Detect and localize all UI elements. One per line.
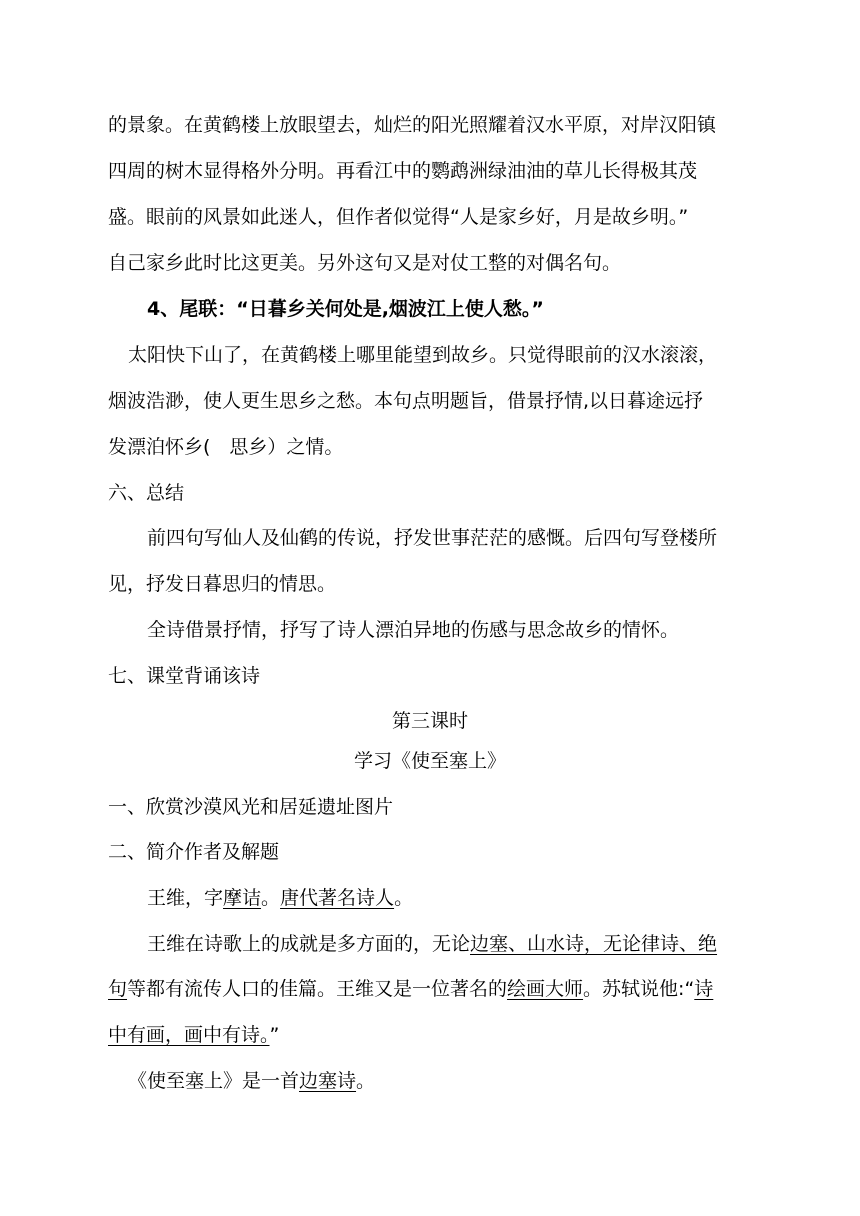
lesson-subtitle: 学习《使至塞上》 (353, 750, 506, 772)
paragraph-line (108, 1021, 753, 1049)
section-heading-recite: 七、课堂背诵该诗 (108, 665, 261, 687)
text-run: 王维，字 (147, 887, 224, 909)
paragraph-line (147, 884, 792, 912)
underlined-text: 诗 (694, 978, 714, 1000)
underlined-text: 摩诘 (223, 887, 262, 909)
paragraph-line: 见，抒发日暮思归的情思。 (108, 573, 337, 595)
paragraph-line: 太阳快下山了，在黄鹤楼上哪里能望到故乡。只觉得眼前的汉水滚滚， (128, 344, 718, 366)
text-run: 。苏轼说他:“ (583, 978, 695, 1000)
subheading-tail-couplet: 4、尾联：“日暮乡关何处是,烟波江上使人愁。” (147, 298, 544, 320)
underlined-text: 句 (108, 978, 128, 1000)
section-heading-appreciate: 一、欣赏沙漠风光和居延遗址图片 (108, 796, 394, 818)
text-run: 王维在诗歌上的成就是多方面的，无论 (147, 933, 471, 955)
text-run: 《使至塞上》是一首 (128, 1070, 300, 1092)
lesson-title: 第三课时 (391, 710, 468, 732)
section-heading-author: 二、简介作者及解题 (108, 841, 280, 863)
paragraph-line (147, 930, 792, 958)
section-heading-summary: 六、总结 (108, 482, 185, 504)
underlined-text: 唐代著名诗人 (280, 887, 395, 909)
text-run: 。 (394, 887, 414, 909)
underlined-text: 边塞诗 (299, 1070, 357, 1092)
underlined-text: 中有画，画中有诗。 (108, 1024, 270, 1046)
text-run: 。 (356, 1070, 376, 1092)
underlined-text: 边塞、山水诗，无论律诗、绝 (470, 933, 718, 955)
paragraph-line: 盛。眼前的风景如此迷人，但作者似觉得“人是家乡好，月是故乡明。” (108, 206, 689, 228)
paragraph-line: 的景象。在黄鹤楼上放眼望去，灿烂的阳光照耀着汉水平原，对岸汉阳镇 (108, 114, 717, 136)
text-run: 。 (261, 887, 281, 909)
paragraph-line: 发漂泊怀乡( 思乡）之情。 (108, 436, 344, 458)
paragraph-line: 四周的树木显得格外分明。再看江中的鹦鹉洲绿油油的草儿长得极其茂 (108, 160, 698, 182)
underlined-text: 绘画大师 (507, 978, 584, 1000)
paragraph-line (108, 975, 753, 1003)
paragraph-line: 烟波浩渺，使人更生思乡之愁。本句点明题旨，借景抒情,以日暮途远抒 (108, 390, 704, 412)
paragraph-line (128, 1067, 773, 1095)
paragraph-line: 前四句写仙人及仙鹤的传说，抒发世事茫茫的感慨。后四句写登楼所 (147, 527, 718, 549)
paragraph-line: 自己家乡此时比这更美。另外这句又是对仗工整的对偶名句。 (108, 252, 622, 274)
text-run: ” (269, 1024, 280, 1046)
text-run: 等都有流传人口的佳篇。王维又是一位著名的 (127, 978, 508, 1000)
paragraph-line: 全诗借景抒情，抒写了诗人漂泊异地的伤感与思念故乡的情怀。 (147, 619, 680, 641)
